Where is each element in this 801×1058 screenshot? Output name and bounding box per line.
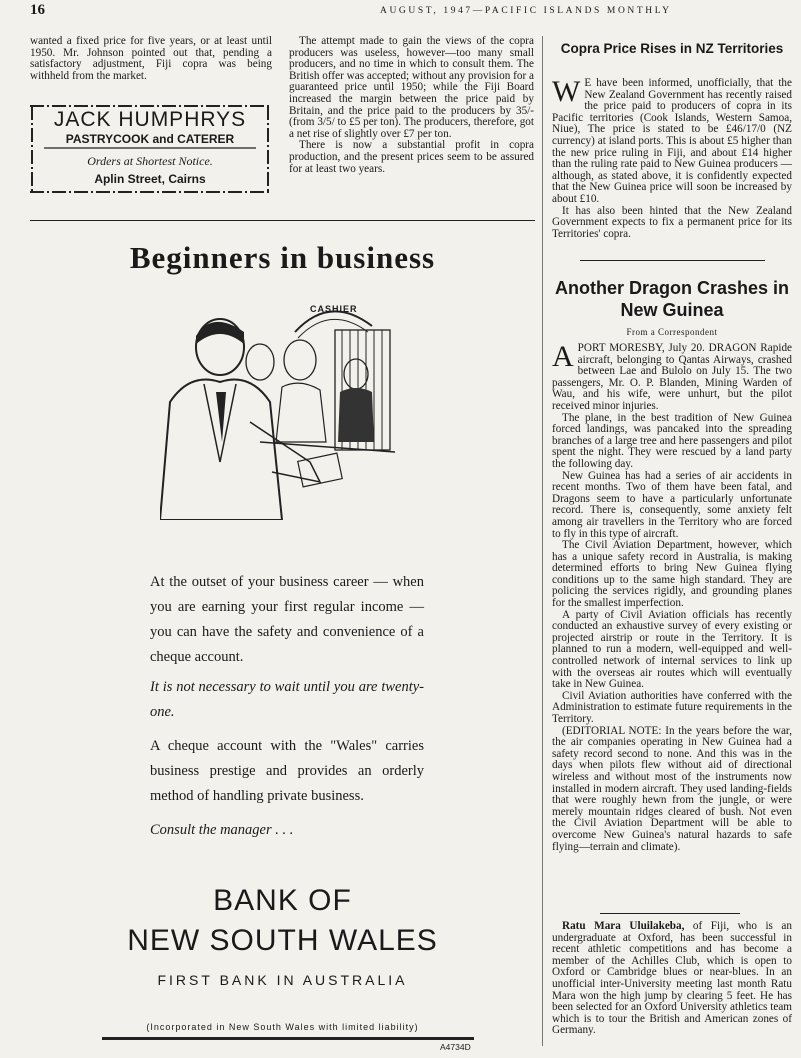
bank-incorporated: (Incorporated in New South Wales with limited liability) (146, 1022, 419, 1032)
col1-paragraph: wanted a fixed price for five years, or at least until 1950. Mr. Johnson pointed out that, pending a satisfactory adjustment, Fiji copra was being withheld from the market. (30, 35, 272, 82)
dragon-headline: Another Dragon Crashes in New Guinea (554, 278, 790, 320)
copra-headline: Copra Price Rises in NZ Territories (560, 41, 784, 56)
column-divider (542, 36, 543, 1046)
cashier-scene-image (160, 292, 395, 520)
bank-ad-rule (102, 1037, 474, 1040)
bank-name-line2: NEW SOUTH WALES (127, 924, 438, 957)
ad-address: Aplin Street, Cairns (94, 172, 206, 186)
section-divider (30, 220, 535, 221)
ad-orders: Orders at Shortest Notice. (87, 154, 213, 168)
jack-humphrys-ad (30, 104, 270, 194)
copra-article (552, 75, 792, 240)
ratu-mara-article (552, 921, 792, 1037)
dragon-paragraph: (EDITORIAL NOTE: In the years before the war, the air companies operating in New Guinea had a safety record second to none. And this was in the days when pilots flew without aid of directional wireless and without most of the instruments now installed in modern aircraft. They used landing-fields that were roughly hewn from the jungle, or were merely mountain ridges cleared of bush. Not even the Civil Aviation Department will be able to overcome New Guinea's natural hazards to safe flying—terrain and climate). (552, 724, 792, 853)
bank-name-line1: BANK OF (213, 884, 352, 917)
bank-ad-paragraph: At the outset of your business career — when you are earning your first regular income — you can have the safety and convenience of a cheque account. (150, 574, 424, 665)
col2-paragraph: There is now a substantial profit in copra production, and the present prices seem to be assured for at least two years. (289, 139, 534, 175)
copra-paragraph: E have been informed, unofficially, that the New Zealand Government has recently raised the price paid to producers of copra in its Pacific territories (Cook Islands, Western Samoa, Niue), The price is stated to be £46/17/0 (NZ currency) at island ports. This is about £5 higher than the new price ruling in Fiji, and about £14 higher than the ruling rate paid to New Guinea producers —although, as stated above, it is confidently expected that the New Guinea price will soon be increased by about £10. (552, 77, 792, 205)
dragon-byline: From a Correspondent (626, 327, 718, 337)
dragon-paragraph: PORT MORESBY, July 20. DRAGON Rapide aircraft, belonging to Qantas Airways, crashed between Lae and Bulolo on July 15. The two passengers, Mr. O. P. Blanden, Mining Warden of Wau, and his wife, were unhurt, but the pilot received minor injuries. (552, 342, 792, 412)
bank-ad-headline: Beginners in business (129, 240, 436, 275)
bank-ad-paragraph: It is not necessary to wait until you are twenty-one. (150, 679, 424, 720)
dragon-paragraph: New Guinea has had a series of air accidents in recent months. Two of them have been fatal, and Dragons seem to have a particularly unfortunate record. There is, consequently, some anxiety felt among air travellers in the Territory who are forced to fly in this type of aircraft. (552, 469, 792, 540)
bank-ad-paragraph: Consult the manager . . . (150, 822, 294, 838)
ratu-paragraph: of Fiji, who is an undergraduate at Oxford, has been successful in recent athletic competitions and has become a member of the Achilles Club, which is open to Oxford or Cambridge blues or near-blues. In an unofficial inter-University meeting last month Ratu Mara won the high jump by clearing 5 feet. He has been selected for an Oxford University athletics team which is to tour the British and American zones of Germany. (552, 920, 792, 1037)
ad-code: A4734D (440, 1042, 471, 1052)
ad-trade: PASTRYCOOK and CATERER (65, 132, 235, 146)
page-number: 16 (30, 2, 45, 18)
bank-ad-copy (150, 570, 424, 843)
bank-illustration (160, 292, 395, 520)
col1-article-continuation (30, 36, 272, 82)
dragon-paragraph: The plane, in the best tradition of New Guinea forced landings, was pancaked into the spreading branches of a large tree and here passengers and pilot spent the night. They were rescued by a land party the following day. (552, 411, 792, 470)
col2-article (289, 36, 534, 175)
bank-ad-paragraph: A cheque account with the "Wales" carries business prestige and provides an orderly method of handling private business. (150, 738, 424, 804)
ad-name: JACK HUMPHRYS (53, 108, 247, 131)
bank-tagline: FIRST BANK IN AUSTRALIA (157, 972, 408, 988)
dragon-paragraph: The Civil Aviation Department, however, which has a unique safety record in Australia, is making determined efforts to bring New Guinea flying conditions up to the same high standard. They are policing the services rigidly, and grounding planes for the smallest imperfection. (552, 539, 792, 610)
dropcap: W (552, 75, 581, 108)
dragon-paragraph: A party of Civil Aviation officials has recently conducted an exhaustive survey of every existing or projected airstrip or route in the Territory. It is planned to run a modern, well-equipped and well-controlled network of internal services to link up with the overseas air routes which will eventually take in New Guinea. (552, 608, 792, 691)
col2-paragraph: The attempt made to gain the views of the copra producers was useless, however—too many small producers, and no time in which to consult them. The British offer was accepted; without any provision for a guaranteed price until 1950; while the Fiji Board increased the margin between the price paid by Britain, and the price paid to the producers by 35/- (from 3/5/ to £5 per ton). The producers, therefore, got a net rise of slightly over £7 per ton. (289, 35, 534, 140)
dropcap: A (552, 340, 574, 373)
dragon-article (552, 340, 792, 853)
cashier-sign: CASHIER (310, 304, 358, 314)
article-divider (580, 260, 765, 261)
copra-paragraph: It has also been hinted that the New Zealand Government expects to fix a permanent price for its Territories' copra. (552, 204, 792, 240)
running-head: AUGUST, 1947—PACIFIC ISLANDS MONTHLY (380, 6, 672, 16)
ratu-name: Ratu Mara Uluilakeba, (562, 920, 685, 932)
article-divider (600, 913, 740, 914)
dragon-paragraph: Civil Aviation authorities have conferred with the Administration to estimate future requirements in the Territory. (552, 689, 792, 725)
